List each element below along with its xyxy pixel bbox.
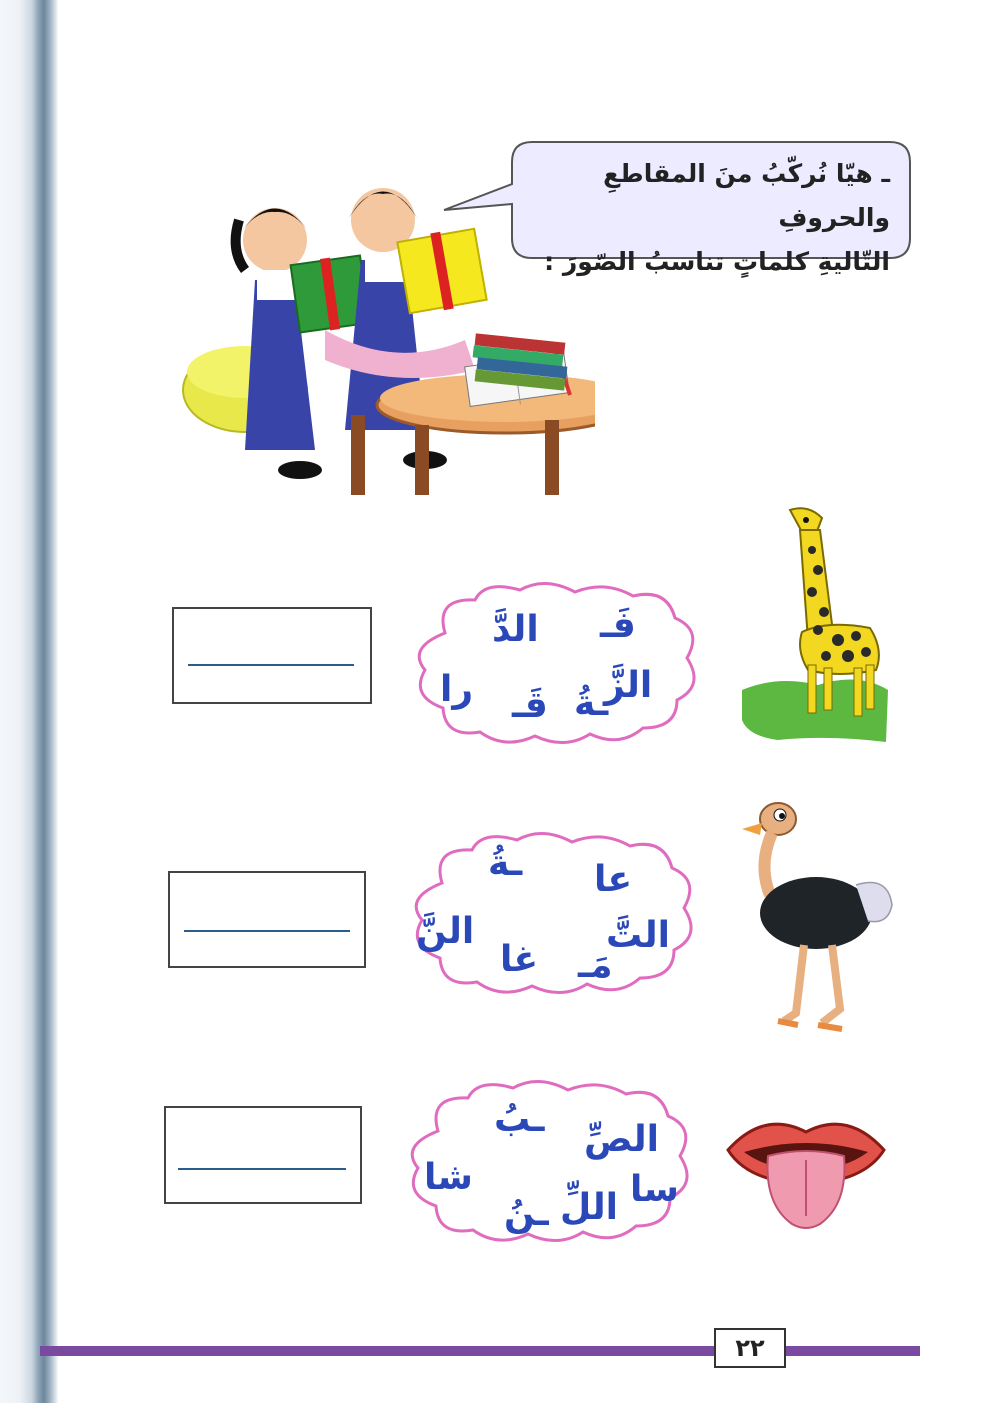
syllable-cloud-1 bbox=[405, 578, 711, 750]
syllable-3-5: اللِّ bbox=[560, 1187, 618, 1228]
syllable-1-5: قَـ bbox=[512, 685, 548, 726]
book-spine bbox=[0, 0, 58, 1403]
syllable-1-3: الزَّ bbox=[604, 665, 653, 706]
footer-bar bbox=[40, 1346, 920, 1356]
syllable-2-4: النَّ bbox=[416, 911, 475, 952]
syllable-2-2: ـةُ bbox=[488, 843, 523, 884]
answer-line-2 bbox=[184, 930, 350, 932]
syllable-3-1: الصِّ bbox=[584, 1119, 659, 1160]
instruction-line-1: ـ هيّا نُركّبُ منَ المقاطعِ والحروفِ bbox=[603, 159, 890, 232]
tongue-picture bbox=[724, 1104, 888, 1234]
giraffe-picture bbox=[738, 500, 890, 745]
syllable-3-2: ـبُ bbox=[494, 1099, 545, 1140]
syllable-2-6: غا bbox=[500, 939, 539, 980]
answer-box-3[interactable] bbox=[164, 1106, 362, 1204]
syllable-1-2: الدَّ bbox=[492, 609, 539, 650]
answer-line-3 bbox=[178, 1168, 346, 1170]
answer-box-1[interactable] bbox=[172, 607, 372, 704]
syllable-2-3: التَّ bbox=[606, 915, 670, 956]
syllable-1-4: ـةُ bbox=[574, 683, 609, 724]
syllable-3-6: ـنُ bbox=[504, 1193, 549, 1234]
answer-line-1 bbox=[188, 664, 354, 666]
syllable-3-3: سا bbox=[630, 1169, 679, 1210]
syllable-1-6: را bbox=[440, 669, 474, 710]
syllable-3-4: شا bbox=[424, 1157, 473, 1198]
instruction-text bbox=[528, 152, 890, 284]
ostrich-picture bbox=[738, 795, 898, 1035]
syllable-2-5: مَـ bbox=[578, 945, 613, 986]
syllable-2-1: عا bbox=[594, 859, 633, 900]
answer-box-2[interactable] bbox=[168, 871, 366, 968]
syllable-1-1: فَـ bbox=[600, 605, 636, 646]
instruction-line-2: التّاليةِ كلماتٍ تناسبُ الصّورَ : bbox=[544, 247, 890, 276]
page-number: ٢٢ bbox=[714, 1328, 786, 1368]
